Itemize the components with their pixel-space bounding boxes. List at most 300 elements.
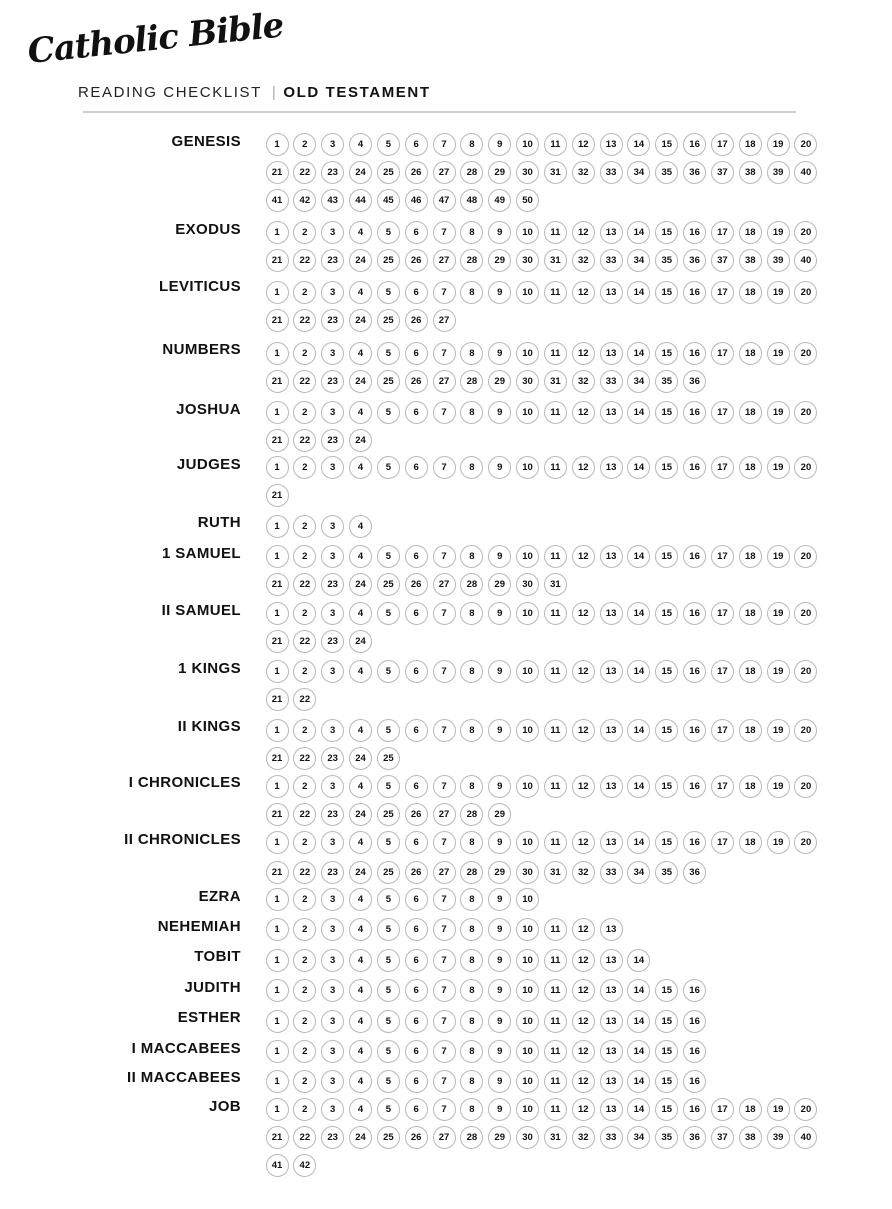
chapter-checkbox[interactable]: 12: [572, 401, 595, 424]
chapter-checkbox[interactable]: 11: [544, 979, 567, 1002]
chapter-checkbox[interactable]: 19: [767, 831, 790, 854]
chapter-checkbox[interactable]: 17: [711, 545, 734, 568]
chapter-checkbox[interactable]: 13: [600, 918, 623, 941]
chapter-checkbox[interactable]: 49: [488, 189, 511, 212]
chapter-checkbox[interactable]: 7: [433, 888, 456, 911]
chapter-checkbox[interactable]: 10: [516, 133, 539, 156]
chapter-checkbox[interactable]: 5: [377, 456, 400, 479]
chapter-checkbox[interactable]: 2: [293, 133, 316, 156]
chapter-checkbox[interactable]: 2: [293, 602, 316, 625]
chapter-checkbox[interactable]: 12: [572, 775, 595, 798]
chapter-checkbox[interactable]: 24: [349, 429, 372, 452]
chapter-checkbox[interactable]: 24: [349, 803, 372, 826]
chapter-checkbox[interactable]: 28: [460, 1126, 483, 1149]
chapter-checkbox[interactable]: 8: [460, 1010, 483, 1033]
chapter-checkbox[interactable]: 5: [377, 281, 400, 304]
chapter-checkbox[interactable]: 7: [433, 133, 456, 156]
chapter-checkbox[interactable]: 40: [794, 249, 817, 272]
chapter-checkbox[interactable]: 14: [627, 401, 650, 424]
chapter-checkbox[interactable]: 7: [433, 1070, 456, 1093]
chapter-checkbox[interactable]: 4: [349, 719, 372, 742]
chapter-checkbox[interactable]: 9: [488, 342, 511, 365]
chapter-checkbox[interactable]: 35: [655, 161, 678, 184]
chapter-checkbox[interactable]: 11: [544, 545, 567, 568]
chapter-checkbox[interactable]: 19: [767, 281, 790, 304]
chapter-checkbox[interactable]: 1: [266, 660, 289, 683]
chapter-checkbox[interactable]: 41: [266, 189, 289, 212]
chapter-checkbox[interactable]: 13: [600, 1010, 623, 1033]
chapter-checkbox[interactable]: 6: [405, 719, 428, 742]
chapter-checkbox[interactable]: 1: [266, 888, 289, 911]
chapter-checkbox[interactable]: 6: [405, 545, 428, 568]
chapter-checkbox[interactable]: 8: [460, 775, 483, 798]
chapter-checkbox[interactable]: 17: [711, 401, 734, 424]
chapter-checkbox[interactable]: 26: [405, 370, 428, 393]
chapter-checkbox[interactable]: 14: [627, 979, 650, 1002]
chapter-checkbox[interactable]: 6: [405, 456, 428, 479]
chapter-checkbox[interactable]: 10: [516, 719, 539, 742]
chapter-checkbox[interactable]: 9: [488, 545, 511, 568]
chapter-checkbox[interactable]: 9: [488, 1010, 511, 1033]
chapter-checkbox[interactable]: 5: [377, 660, 400, 683]
chapter-checkbox[interactable]: 13: [600, 133, 623, 156]
chapter-checkbox[interactable]: 2: [293, 281, 316, 304]
chapter-checkbox[interactable]: 1: [266, 342, 289, 365]
chapter-checkbox[interactable]: 24: [349, 573, 372, 596]
chapter-checkbox[interactable]: 42: [293, 1154, 316, 1177]
chapter-checkbox[interactable]: 19: [767, 602, 790, 625]
chapter-checkbox[interactable]: 7: [433, 545, 456, 568]
chapter-checkbox[interactable]: 12: [572, 831, 595, 854]
chapter-checkbox[interactable]: 7: [433, 775, 456, 798]
chapter-checkbox[interactable]: 20: [794, 719, 817, 742]
chapter-checkbox[interactable]: 21: [266, 370, 289, 393]
chapter-checkbox[interactable]: 7: [433, 456, 456, 479]
chapter-checkbox[interactable]: 22: [293, 249, 316, 272]
chapter-checkbox[interactable]: 32: [572, 161, 595, 184]
chapter-checkbox[interactable]: 31: [544, 1126, 567, 1149]
chapter-checkbox[interactable]: 2: [293, 1070, 316, 1093]
chapter-checkbox[interactable]: 14: [627, 1070, 650, 1093]
chapter-checkbox[interactable]: 35: [655, 370, 678, 393]
chapter-checkbox[interactable]: 18: [739, 401, 762, 424]
chapter-checkbox[interactable]: 11: [544, 660, 567, 683]
chapter-checkbox[interactable]: 27: [433, 249, 456, 272]
chapter-checkbox[interactable]: 20: [794, 831, 817, 854]
chapter-checkbox[interactable]: 5: [377, 401, 400, 424]
chapter-checkbox[interactable]: 37: [711, 249, 734, 272]
chapter-checkbox[interactable]: 21: [266, 688, 289, 711]
chapter-checkbox[interactable]: 27: [433, 803, 456, 826]
chapter-checkbox[interactable]: 39: [767, 161, 790, 184]
chapter-checkbox[interactable]: 11: [544, 1040, 567, 1063]
chapter-checkbox[interactable]: 6: [405, 918, 428, 941]
chapter-checkbox[interactable]: 14: [627, 281, 650, 304]
chapter-checkbox[interactable]: 12: [572, 979, 595, 1002]
chapter-checkbox[interactable]: 34: [627, 161, 650, 184]
chapter-checkbox[interactable]: 4: [349, 1040, 372, 1063]
chapter-checkbox[interactable]: 21: [266, 630, 289, 653]
chapter-checkbox[interactable]: 26: [405, 1126, 428, 1149]
chapter-checkbox[interactable]: 9: [488, 949, 511, 972]
chapter-checkbox[interactable]: 19: [767, 1098, 790, 1121]
chapter-checkbox[interactable]: 7: [433, 281, 456, 304]
chapter-checkbox[interactable]: 13: [600, 719, 623, 742]
chapter-checkbox[interactable]: 31: [544, 249, 567, 272]
chapter-checkbox[interactable]: 9: [488, 775, 511, 798]
chapter-checkbox[interactable]: 23: [321, 161, 344, 184]
chapter-checkbox[interactable]: 6: [405, 281, 428, 304]
chapter-checkbox[interactable]: 6: [405, 660, 428, 683]
chapter-checkbox[interactable]: 8: [460, 281, 483, 304]
chapter-checkbox[interactable]: 5: [377, 133, 400, 156]
chapter-checkbox[interactable]: 11: [544, 918, 567, 941]
chapter-checkbox[interactable]: 11: [544, 456, 567, 479]
chapter-checkbox[interactable]: 11: [544, 831, 567, 854]
chapter-checkbox[interactable]: 3: [321, 1010, 344, 1033]
chapter-checkbox[interactable]: 35: [655, 1126, 678, 1149]
chapter-checkbox[interactable]: 11: [544, 602, 567, 625]
chapter-checkbox[interactable]: 15: [655, 660, 678, 683]
chapter-checkbox[interactable]: 42: [293, 189, 316, 212]
chapter-checkbox[interactable]: 7: [433, 342, 456, 365]
chapter-checkbox[interactable]: 8: [460, 888, 483, 911]
chapter-checkbox[interactable]: 3: [321, 888, 344, 911]
chapter-checkbox[interactable]: 14: [627, 1010, 650, 1033]
chapter-checkbox[interactable]: 4: [349, 660, 372, 683]
chapter-checkbox[interactable]: 9: [488, 660, 511, 683]
chapter-checkbox[interactable]: 3: [321, 1098, 344, 1121]
chapter-checkbox[interactable]: 16: [683, 979, 706, 1002]
chapter-checkbox[interactable]: 13: [600, 1040, 623, 1063]
chapter-checkbox[interactable]: 18: [739, 221, 762, 244]
chapter-checkbox[interactable]: 37: [711, 161, 734, 184]
chapter-checkbox[interactable]: 21: [266, 429, 289, 452]
chapter-checkbox[interactable]: 15: [655, 1098, 678, 1121]
chapter-checkbox[interactable]: 16: [683, 1070, 706, 1093]
chapter-checkbox[interactable]: 8: [460, 660, 483, 683]
chapter-checkbox[interactable]: 25: [377, 370, 400, 393]
chapter-checkbox[interactable]: 28: [460, 249, 483, 272]
chapter-checkbox[interactable]: 2: [293, 888, 316, 911]
chapter-checkbox[interactable]: 6: [405, 1098, 428, 1121]
chapter-checkbox[interactable]: 37: [711, 1126, 734, 1149]
chapter-checkbox[interactable]: 14: [627, 660, 650, 683]
chapter-checkbox[interactable]: 4: [349, 831, 372, 854]
chapter-checkbox[interactable]: 10: [516, 342, 539, 365]
chapter-checkbox[interactable]: 22: [293, 747, 316, 770]
chapter-checkbox[interactable]: 15: [655, 281, 678, 304]
chapter-checkbox[interactable]: 18: [739, 660, 762, 683]
chapter-checkbox[interactable]: 16: [683, 602, 706, 625]
chapter-checkbox[interactable]: 1: [266, 281, 289, 304]
chapter-checkbox[interactable]: 23: [321, 803, 344, 826]
chapter-checkbox[interactable]: 11: [544, 719, 567, 742]
chapter-checkbox[interactable]: 19: [767, 719, 790, 742]
chapter-checkbox[interactable]: 6: [405, 1040, 428, 1063]
chapter-checkbox[interactable]: 22: [293, 861, 316, 884]
chapter-checkbox[interactable]: 10: [516, 1040, 539, 1063]
chapter-checkbox[interactable]: 17: [711, 660, 734, 683]
chapter-checkbox[interactable]: 36: [683, 861, 706, 884]
chapter-checkbox[interactable]: 17: [711, 775, 734, 798]
chapter-checkbox[interactable]: 23: [321, 309, 344, 332]
chapter-checkbox[interactable]: 3: [321, 221, 344, 244]
chapter-checkbox[interactable]: 12: [572, 918, 595, 941]
chapter-checkbox[interactable]: 19: [767, 342, 790, 365]
chapter-checkbox[interactable]: 22: [293, 161, 316, 184]
chapter-checkbox[interactable]: 11: [544, 1098, 567, 1121]
chapter-checkbox[interactable]: 30: [516, 1126, 539, 1149]
chapter-checkbox[interactable]: 3: [321, 281, 344, 304]
chapter-checkbox[interactable]: 10: [516, 949, 539, 972]
chapter-checkbox[interactable]: 10: [516, 1070, 539, 1093]
chapter-checkbox[interactable]: 3: [321, 602, 344, 625]
chapter-checkbox[interactable]: 9: [488, 831, 511, 854]
chapter-checkbox[interactable]: 13: [600, 831, 623, 854]
chapter-checkbox[interactable]: 5: [377, 1070, 400, 1093]
chapter-checkbox[interactable]: 10: [516, 1098, 539, 1121]
chapter-checkbox[interactable]: 8: [460, 979, 483, 1002]
chapter-checkbox[interactable]: 3: [321, 918, 344, 941]
chapter-checkbox[interactable]: 21: [266, 161, 289, 184]
chapter-checkbox[interactable]: 50: [516, 189, 539, 212]
chapter-checkbox[interactable]: 4: [349, 545, 372, 568]
chapter-checkbox[interactable]: 6: [405, 1070, 428, 1093]
chapter-checkbox[interactable]: 4: [349, 281, 372, 304]
chapter-checkbox[interactable]: 4: [349, 401, 372, 424]
chapter-checkbox[interactable]: 3: [321, 775, 344, 798]
chapter-checkbox[interactable]: 15: [655, 221, 678, 244]
chapter-checkbox[interactable]: 2: [293, 949, 316, 972]
chapter-checkbox[interactable]: 24: [349, 630, 372, 653]
chapter-checkbox[interactable]: 25: [377, 747, 400, 770]
chapter-checkbox[interactable]: 3: [321, 949, 344, 972]
chapter-checkbox[interactable]: 19: [767, 401, 790, 424]
chapter-checkbox[interactable]: 23: [321, 747, 344, 770]
chapter-checkbox[interactable]: 2: [293, 545, 316, 568]
chapter-checkbox[interactable]: 4: [349, 133, 372, 156]
chapter-checkbox[interactable]: 23: [321, 249, 344, 272]
chapter-checkbox[interactable]: 15: [655, 545, 678, 568]
chapter-checkbox[interactable]: 40: [794, 1126, 817, 1149]
chapter-checkbox[interactable]: 5: [377, 949, 400, 972]
chapter-checkbox[interactable]: 13: [600, 456, 623, 479]
chapter-checkbox[interactable]: 10: [516, 221, 539, 244]
chapter-checkbox[interactable]: 21: [266, 747, 289, 770]
chapter-checkbox[interactable]: 6: [405, 775, 428, 798]
chapter-checkbox[interactable]: 16: [683, 775, 706, 798]
chapter-checkbox[interactable]: 9: [488, 918, 511, 941]
chapter-checkbox[interactable]: 12: [572, 602, 595, 625]
chapter-checkbox[interactable]: 31: [544, 370, 567, 393]
chapter-checkbox[interactable]: 20: [794, 401, 817, 424]
chapter-checkbox[interactable]: 5: [377, 775, 400, 798]
chapter-checkbox[interactable]: 45: [377, 189, 400, 212]
chapter-checkbox[interactable]: 14: [627, 133, 650, 156]
chapter-checkbox[interactable]: 14: [627, 719, 650, 742]
chapter-checkbox[interactable]: 31: [544, 573, 567, 596]
chapter-checkbox[interactable]: 8: [460, 456, 483, 479]
chapter-checkbox[interactable]: 19: [767, 456, 790, 479]
chapter-checkbox[interactable]: 16: [683, 1098, 706, 1121]
chapter-checkbox[interactable]: 18: [739, 281, 762, 304]
chapter-checkbox[interactable]: 2: [293, 979, 316, 1002]
chapter-checkbox[interactable]: 12: [572, 133, 595, 156]
chapter-checkbox[interactable]: 1: [266, 949, 289, 972]
chapter-checkbox[interactable]: 7: [433, 979, 456, 1002]
chapter-checkbox[interactable]: 19: [767, 775, 790, 798]
chapter-checkbox[interactable]: 2: [293, 401, 316, 424]
chapter-checkbox[interactable]: 13: [600, 401, 623, 424]
chapter-checkbox[interactable]: 2: [293, 1010, 316, 1033]
chapter-checkbox[interactable]: 2: [293, 515, 316, 538]
chapter-checkbox[interactable]: 18: [739, 602, 762, 625]
chapter-checkbox[interactable]: 7: [433, 602, 456, 625]
chapter-checkbox[interactable]: 1: [266, 918, 289, 941]
chapter-checkbox[interactable]: 9: [488, 979, 511, 1002]
chapter-checkbox[interactable]: 10: [516, 660, 539, 683]
chapter-checkbox[interactable]: 4: [349, 1070, 372, 1093]
chapter-checkbox[interactable]: 4: [349, 979, 372, 1002]
chapter-checkbox[interactable]: 9: [488, 888, 511, 911]
chapter-checkbox[interactable]: 17: [711, 602, 734, 625]
chapter-checkbox[interactable]: 10: [516, 401, 539, 424]
chapter-checkbox[interactable]: 1: [266, 1040, 289, 1063]
chapter-checkbox[interactable]: 3: [321, 1070, 344, 1093]
chapter-checkbox[interactable]: 32: [572, 861, 595, 884]
chapter-checkbox[interactable]: 3: [321, 456, 344, 479]
chapter-checkbox[interactable]: 48: [460, 189, 483, 212]
chapter-checkbox[interactable]: 20: [794, 456, 817, 479]
chapter-checkbox[interactable]: 15: [655, 401, 678, 424]
chapter-checkbox[interactable]: 26: [405, 249, 428, 272]
chapter-checkbox[interactable]: 20: [794, 342, 817, 365]
chapter-checkbox[interactable]: 18: [739, 831, 762, 854]
chapter-checkbox[interactable]: 6: [405, 221, 428, 244]
chapter-checkbox[interactable]: 34: [627, 370, 650, 393]
chapter-checkbox[interactable]: 16: [683, 660, 706, 683]
chapter-checkbox[interactable]: 13: [600, 342, 623, 365]
chapter-checkbox[interactable]: 20: [794, 133, 817, 156]
chapter-checkbox[interactable]: 12: [572, 719, 595, 742]
chapter-checkbox[interactable]: 24: [349, 861, 372, 884]
chapter-checkbox[interactable]: 6: [405, 342, 428, 365]
chapter-checkbox[interactable]: 15: [655, 1010, 678, 1033]
chapter-checkbox[interactable]: 18: [739, 133, 762, 156]
chapter-checkbox[interactable]: 11: [544, 1010, 567, 1033]
chapter-checkbox[interactable]: 16: [683, 456, 706, 479]
chapter-checkbox[interactable]: 9: [488, 401, 511, 424]
chapter-checkbox[interactable]: 8: [460, 401, 483, 424]
chapter-checkbox[interactable]: 12: [572, 1010, 595, 1033]
chapter-checkbox[interactable]: 15: [655, 602, 678, 625]
chapter-checkbox[interactable]: 14: [627, 545, 650, 568]
chapter-checkbox[interactable]: 34: [627, 1126, 650, 1149]
chapter-checkbox[interactable]: 31: [544, 861, 567, 884]
chapter-checkbox[interactable]: 12: [572, 1098, 595, 1121]
chapter-checkbox[interactable]: 9: [488, 1040, 511, 1063]
chapter-checkbox[interactable]: 4: [349, 456, 372, 479]
chapter-checkbox[interactable]: 29: [488, 573, 511, 596]
chapter-checkbox[interactable]: 30: [516, 573, 539, 596]
chapter-checkbox[interactable]: 6: [405, 401, 428, 424]
chapter-checkbox[interactable]: 2: [293, 719, 316, 742]
chapter-checkbox[interactable]: 11: [544, 949, 567, 972]
chapter-checkbox[interactable]: 40: [794, 161, 817, 184]
chapter-checkbox[interactable]: 26: [405, 861, 428, 884]
chapter-checkbox[interactable]: 18: [739, 342, 762, 365]
chapter-checkbox[interactable]: 1: [266, 719, 289, 742]
chapter-checkbox[interactable]: 7: [433, 1098, 456, 1121]
chapter-checkbox[interactable]: 16: [683, 1010, 706, 1033]
chapter-checkbox[interactable]: 25: [377, 573, 400, 596]
chapter-checkbox[interactable]: 12: [572, 221, 595, 244]
chapter-checkbox[interactable]: 5: [377, 918, 400, 941]
chapter-checkbox[interactable]: 29: [488, 249, 511, 272]
chapter-checkbox[interactable]: 11: [544, 342, 567, 365]
chapter-checkbox[interactable]: 33: [600, 161, 623, 184]
chapter-checkbox[interactable]: 2: [293, 918, 316, 941]
chapter-checkbox[interactable]: 2: [293, 1040, 316, 1063]
chapter-checkbox[interactable]: 33: [600, 370, 623, 393]
chapter-checkbox[interactable]: 5: [377, 719, 400, 742]
chapter-checkbox[interactable]: 24: [349, 1126, 372, 1149]
chapter-checkbox[interactable]: 4: [349, 1010, 372, 1033]
chapter-checkbox[interactable]: 12: [572, 545, 595, 568]
chapter-checkbox[interactable]: 7: [433, 1010, 456, 1033]
chapter-checkbox[interactable]: 21: [266, 309, 289, 332]
chapter-checkbox[interactable]: 38: [739, 249, 762, 272]
chapter-checkbox[interactable]: 4: [349, 775, 372, 798]
chapter-checkbox[interactable]: 3: [321, 660, 344, 683]
chapter-checkbox[interactable]: 18: [739, 456, 762, 479]
chapter-checkbox[interactable]: 36: [683, 370, 706, 393]
chapter-checkbox[interactable]: 14: [627, 456, 650, 479]
chapter-checkbox[interactable]: 9: [488, 281, 511, 304]
chapter-checkbox[interactable]: 1: [266, 221, 289, 244]
chapter-checkbox[interactable]: 10: [516, 888, 539, 911]
chapter-checkbox[interactable]: 24: [349, 249, 372, 272]
chapter-checkbox[interactable]: 1: [266, 401, 289, 424]
chapter-checkbox[interactable]: 8: [460, 342, 483, 365]
chapter-checkbox[interactable]: 1: [266, 515, 289, 538]
chapter-checkbox[interactable]: 15: [655, 775, 678, 798]
chapter-checkbox[interactable]: 17: [711, 831, 734, 854]
chapter-checkbox[interactable]: 15: [655, 719, 678, 742]
chapter-checkbox[interactable]: 30: [516, 249, 539, 272]
chapter-checkbox[interactable]: 12: [572, 456, 595, 479]
chapter-checkbox[interactable]: 36: [683, 249, 706, 272]
chapter-checkbox[interactable]: 5: [377, 888, 400, 911]
chapter-checkbox[interactable]: 13: [600, 221, 623, 244]
chapter-checkbox[interactable]: 12: [572, 1070, 595, 1093]
chapter-checkbox[interactable]: 21: [266, 861, 289, 884]
chapter-checkbox[interactable]: 10: [516, 831, 539, 854]
chapter-checkbox[interactable]: 22: [293, 803, 316, 826]
chapter-checkbox[interactable]: 29: [488, 803, 511, 826]
chapter-checkbox[interactable]: 15: [655, 456, 678, 479]
chapter-checkbox[interactable]: 16: [683, 281, 706, 304]
chapter-checkbox[interactable]: 2: [293, 831, 316, 854]
chapter-checkbox[interactable]: 22: [293, 630, 316, 653]
chapter-checkbox[interactable]: 10: [516, 918, 539, 941]
chapter-checkbox[interactable]: 9: [488, 221, 511, 244]
chapter-checkbox[interactable]: 33: [600, 1126, 623, 1149]
chapter-checkbox[interactable]: 13: [600, 949, 623, 972]
chapter-checkbox[interactable]: 9: [488, 456, 511, 479]
chapter-checkbox[interactable]: 3: [321, 831, 344, 854]
